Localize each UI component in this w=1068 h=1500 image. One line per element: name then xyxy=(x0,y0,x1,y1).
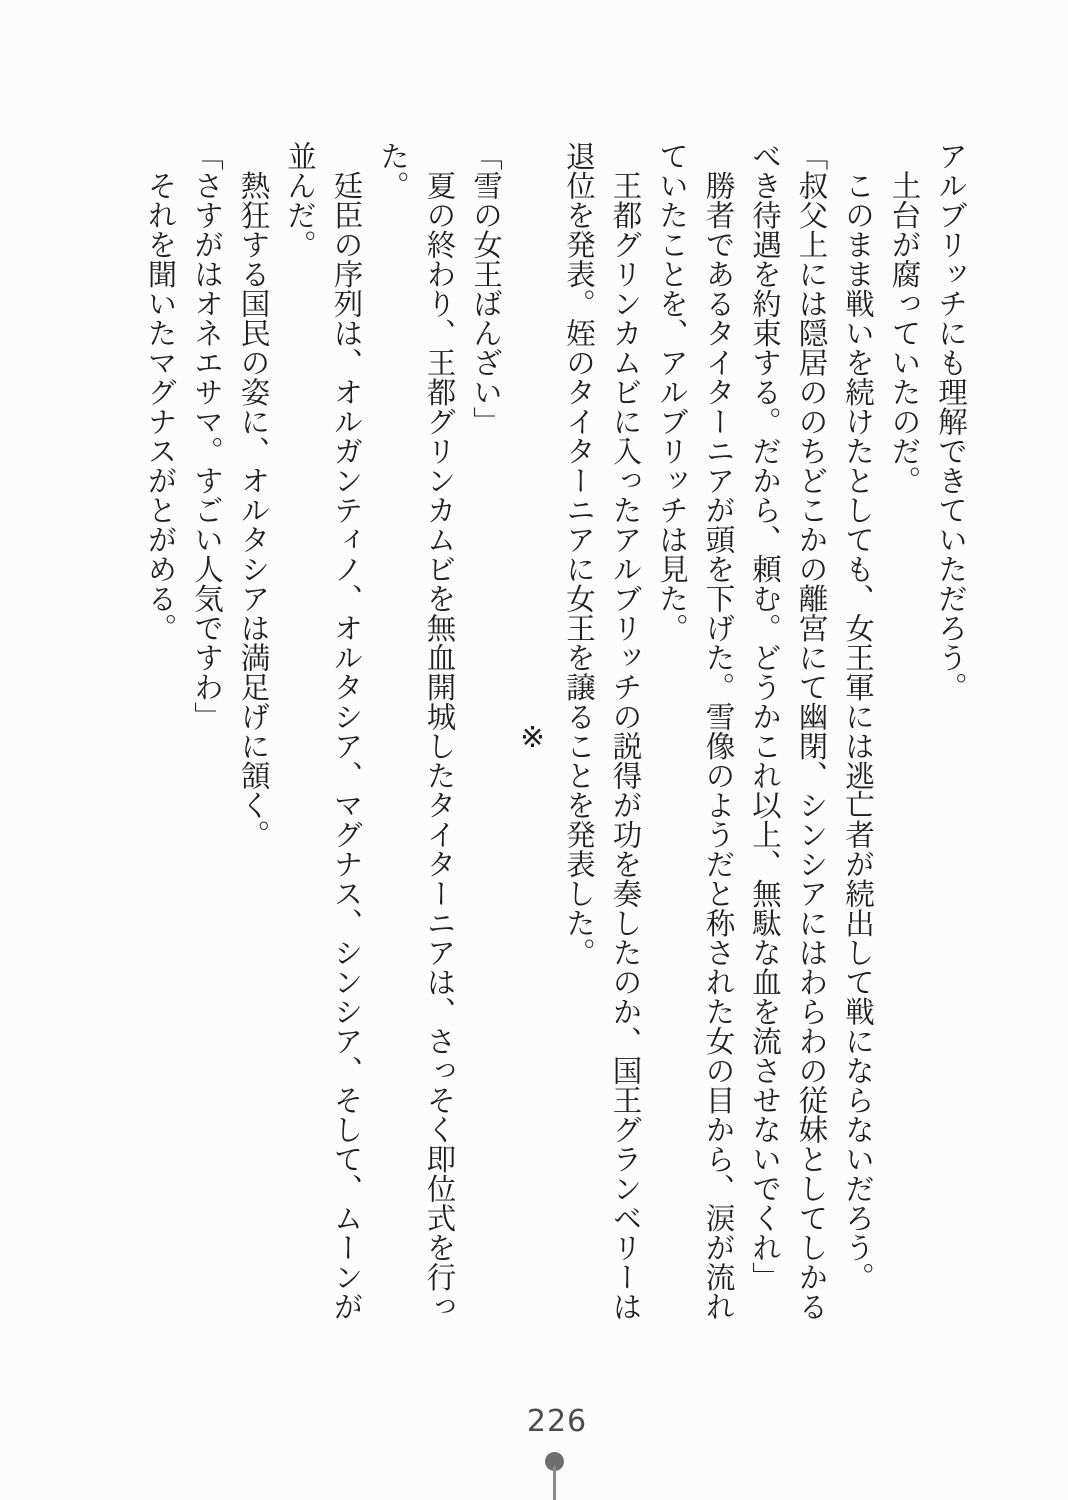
paragraph-5: 勝者であるタイターニアが頭を下げた。雪像のようだと称された女の目から、涙が流れていたことを、アルブリッチは見た。 xyxy=(655,141,736,1321)
paragraph-4: 「叔父上には隠居ののちどこかの離宮にて幽閉、シンシアにはわらわの従妹としてしかるべき待遇を約束する。だから、頼む。どうかこれ以上、無駄な血を流させないでくれ」 xyxy=(748,141,829,1321)
paragraph-9: 夏の終わり、王都グリンカムビを無血開城したタイターニアは、さっそく即位式を行った。 xyxy=(376,141,457,1321)
body-text xyxy=(137,141,974,1333)
footer-line-ornament xyxy=(553,1466,556,1500)
section-divider: ※ xyxy=(515,720,550,754)
page-number: 226 xyxy=(526,1404,588,1439)
paragraph-1: アルブリッチにも理解できていただろう。 xyxy=(934,141,968,702)
paragraph-10: 廷臣の序列は、オルガンティノ、オルタシア、マグナス、シンシア、そして、ムーンが並んだ。 xyxy=(283,141,364,1321)
paragraph-11: 熱狂する国民の姿に、オルタシアは満足げに頷く。 xyxy=(236,141,271,849)
paragraph-6: 王都グリンカムビに入ったアルブリッチの説得が功を奏したのか、国王グランベリーは退位を発表。姪のタイターニアに女王を譲ることを発表した。 xyxy=(562,141,643,1321)
paragraph-8: 「雪の女王ばんざい」 xyxy=(469,141,503,436)
paragraph-13: それを聞いたマグナスがとがめる。 xyxy=(143,141,178,643)
paragraph-2: 土台が腐っていたのだ。 xyxy=(887,141,922,495)
paragraph-3: このまま戦いを続けたとしても、女王軍には逃亡者が続出して戦にならないだろう。 xyxy=(841,141,875,1292)
paragraph-12: 「さすがはオネエサマ。すごい人気ですわ」 xyxy=(190,141,224,731)
